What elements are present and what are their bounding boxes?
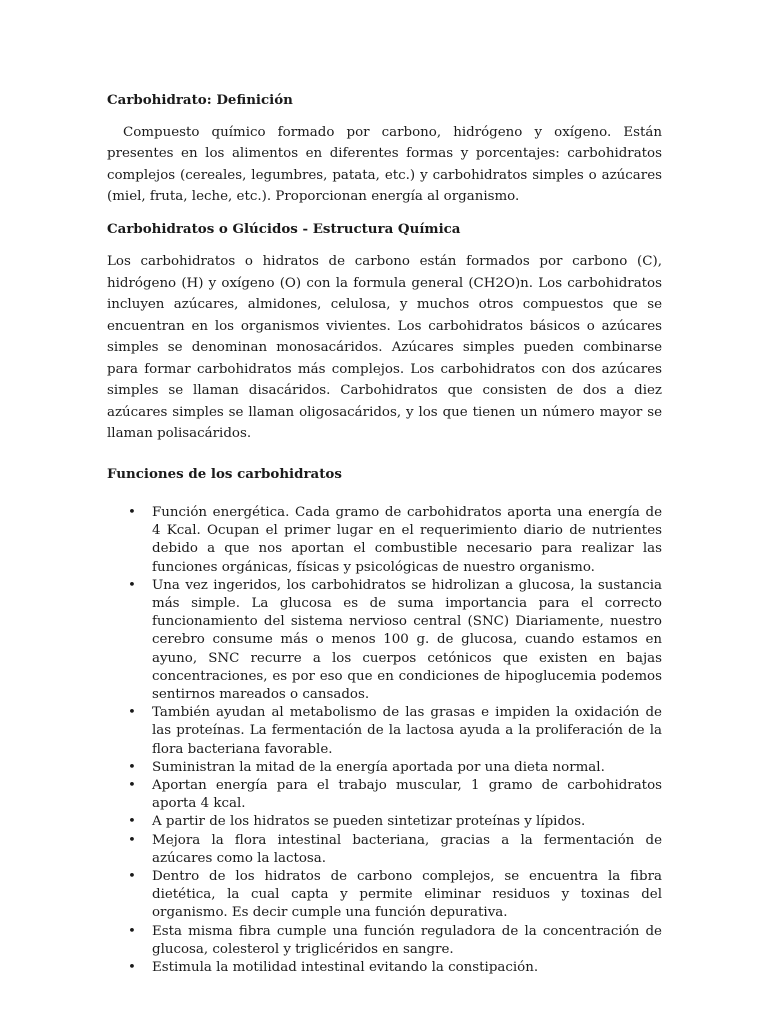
list-item-text: También ayudan al metabolismo de las grasas e impiden la oxidación de las proteínas. La fermentación de la lactosa ayuda a la proliferación de la flora bacteriana favorable. (152, 705, 662, 757)
list-item-text: Función energética. Cada gramo de carbohidratos aporta una energía de 4 Kcal. Ocupan el primer lugar en el requerimiento diario de nutrientes debido a que nos aportan el combustible necesario para realizar las funciones orgánicas, físicas y psicológicas de nuestro organismo. (152, 505, 662, 575)
list-item-text: Suministran la mitad de la energía aportada por una dieta normal. (152, 759, 605, 775)
bullet-icon: • (128, 923, 136, 939)
bullet-icon: • (128, 814, 136, 830)
bullet-icon: • (128, 960, 136, 976)
list-item-text: Una vez ingeridos, los carbohidratos se hidrolizan a glucosa, la sustancia más simple. La glucosa es de suma importancia para el correcto funcionamiento del sistema nervioso central (SNC) Diariamente, nuestro cerebro consume más o menos 100 g. de glucosa, cuando estamos en ayuno, SNC recurre a los cuerpos cetónicos que existen en bajas concentraciones, es por eso que en condiciones de hipoglucemia podemos sentirnos mareados o cansados. (152, 577, 662, 703)
list-item-text: A partir de los hidratos se pueden sintetizar proteínas y lípidos. (152, 814, 586, 830)
list-item (107, 813, 662, 831)
section-heading-definition: Carbohidrato: Definición (107, 92, 293, 108)
bullet-icon: • (128, 577, 136, 593)
paragraph-definition: Compuesto químico formado por carbono, hidrógeno y oxígeno. Están presentes en los alimentos en diferentes formas y porcentajes: carbohidratos complejos (cereales, legumbres, patata, etc.) y carbohidratos simples o azúcares (miel, fruta, leche, etc.). Proporcionan energía al organismo. (107, 124, 662, 204)
list-item (107, 959, 662, 977)
functions-list (107, 504, 662, 977)
list-item-text: Aportan energía para el trabajo muscular, 1 gramo de carbohidratos aporta 4 kcal. (152, 778, 662, 812)
document-page (107, 90, 662, 977)
list-item (107, 759, 662, 777)
bullet-icon: • (128, 832, 136, 848)
list-item (107, 868, 662, 923)
list-item-text: Estimula la motilidad intestinal evitando la constipación. (152, 960, 539, 976)
paragraph-structure: Los carbohidratos o hidratos de carbono están formados por carbono (C), hidrógeno (H) y oxígeno (O) con la formula general (CH2O)n. Los carbohidratos incluyen azúcares, almidones, celulosa, y muchos otros compuestos que se encuentran en los organismos vivientes. Los carbohidratos básicos o azúcares simples se denominan monosacáridos. Azúcares simples pueden combinarse para formar carbohidratos más complejos. Los carbohidratos con dos azúcares simples se llaman disacáridos. Carbohidratos que consisten de dos a diez azúcares simples se llaman oligosacáridos, y los que tienen un número mayor se llaman polisacáridos. (107, 254, 662, 441)
list-item (107, 704, 662, 759)
list-item (107, 777, 662, 813)
list-item (107, 504, 662, 577)
list-item-text: Esta misma fibra cumple una función reguladora de la concentración de glucosa, colesterol y triglicéridos en sangre. (152, 923, 662, 957)
list-item-text: Dentro de los hidratos de carbono complejos, se encuentra la fibra dietética, la cual capta y permite eliminar residuos y toxinas del organismo. Es decir cumple una función depurativa. (152, 869, 662, 921)
bullet-icon: • (128, 759, 136, 775)
section-heading-functions: Funciones de los carbohidratos (107, 465, 342, 482)
list-item-text: Mejora la flora intestinal bacteriana, gracias a la fermentación de azúcares como la lactosa. (152, 832, 662, 866)
bullet-icon: • (128, 869, 136, 885)
bullet-icon: • (128, 778, 136, 794)
list-item (107, 923, 662, 959)
bullet-icon: • (128, 705, 136, 721)
bullet-icon: • (128, 505, 136, 520)
section-heading-structure: Carbohidratos o Glúcidos - Estructura Química (107, 220, 461, 237)
list-item (107, 832, 662, 868)
list-item (107, 577, 662, 704)
